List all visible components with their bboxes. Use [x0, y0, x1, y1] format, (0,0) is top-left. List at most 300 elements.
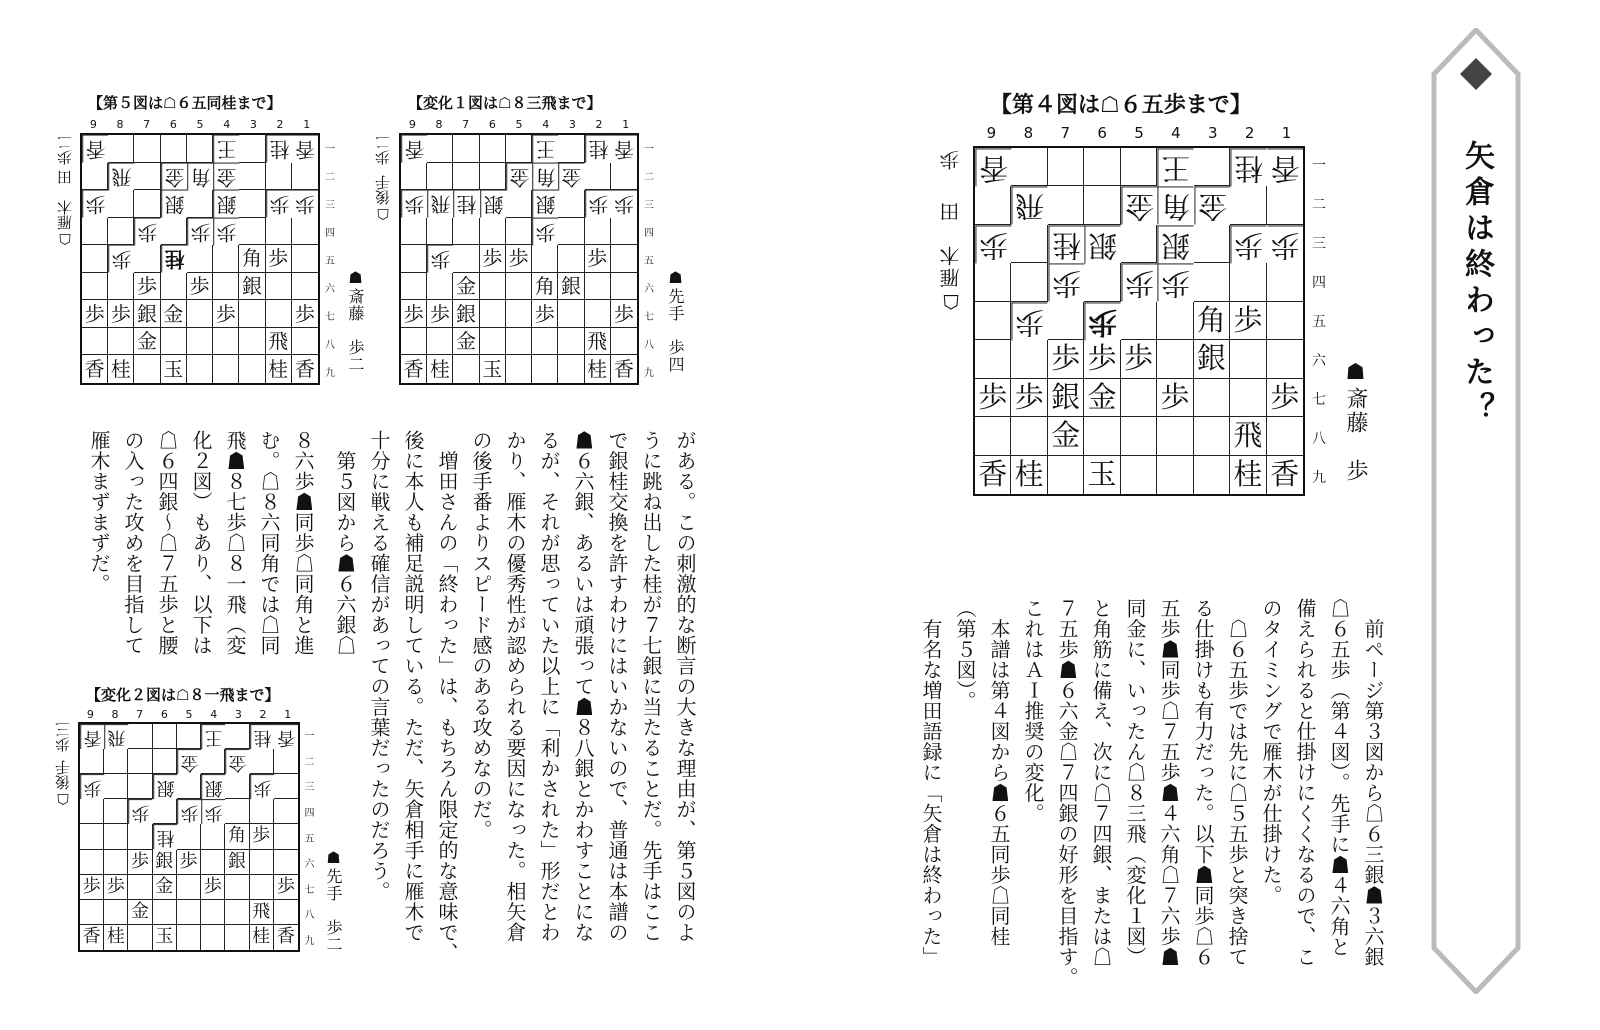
board-square: [532, 355, 558, 383]
shogi-piece: 銀: [1194, 340, 1230, 378]
shogi-piece: 歩: [585, 245, 611, 273]
shogi-piece: 歩: [585, 190, 611, 218]
shogi-piece: 銀: [225, 850, 249, 875]
shogi-piece: 歩: [1121, 263, 1157, 301]
board-square: [558, 328, 584, 356]
board-square: [80, 749, 104, 774]
board-square: [239, 355, 265, 383]
board-square: [427, 328, 453, 356]
shogi-piece: 桂: [585, 135, 611, 163]
board-square: [225, 774, 249, 799]
board-square: [1157, 456, 1193, 494]
shogi-piece: 桂: [266, 135, 292, 163]
file-label: 2: [259, 708, 267, 721]
fig4-file-labels: [973, 124, 1305, 142]
shogi-piece: 香: [613, 357, 634, 382]
file-label: 1: [284, 708, 292, 721]
file-label: 6: [169, 118, 177, 131]
board-square: [1011, 148, 1047, 186]
shogi-piece: 歩: [1048, 340, 1084, 378]
board-square: [153, 749, 177, 774]
shogi-piece: 金: [134, 328, 160, 356]
board-square: [177, 824, 201, 849]
file-label: 7: [462, 118, 470, 131]
board-square: [1011, 340, 1047, 378]
shogi-piece: 金: [1048, 417, 1084, 455]
var2-board: [78, 722, 300, 952]
text-line: 十分に戦える確信があっての言葉だったのだろう。: [367, 430, 391, 902]
file-label: 7: [143, 118, 151, 131]
board-square: [274, 749, 298, 774]
shogi-piece: 歩: [250, 774, 274, 799]
rank-label: 六: [325, 283, 335, 295]
fig4-caption: 【第４図は☖６五歩まで】: [990, 93, 1252, 118]
board-square: [82, 163, 108, 191]
fig5-gote-label: ☖雁木 田: [56, 170, 74, 248]
shogi-piece: 歩: [532, 218, 558, 246]
shogi-piece: 歩: [1011, 302, 1047, 340]
shogi-piece: 桂: [427, 355, 453, 383]
board-square: [1048, 302, 1084, 340]
board-square: [1157, 417, 1193, 455]
shogi-piece: 香: [1270, 457, 1300, 492]
shogi-piece: 飛: [585, 328, 611, 356]
shogi-piece: 歩: [292, 190, 318, 218]
board-square: [225, 724, 249, 749]
shogi-piece: 歩: [1267, 225, 1303, 263]
board-square: [1194, 417, 1230, 455]
rank-label: 四: [1312, 275, 1326, 292]
board-square: [104, 749, 128, 774]
board-square: [1267, 417, 1303, 455]
var2-sente-label: ☗先手 歩二: [324, 848, 343, 953]
board-square: [134, 355, 160, 383]
shogi-piece: 銀: [153, 774, 177, 799]
board-square: [80, 850, 104, 875]
shogi-piece: 香: [82, 355, 108, 383]
fig4-gote-label: ☖雁木 田: [939, 200, 963, 314]
rank-label: 三: [304, 782, 315, 794]
var1-file-labels: [399, 118, 639, 131]
board-square: [1121, 225, 1157, 263]
file-label: 4: [1171, 124, 1181, 142]
text-line: の後手番よりスピード感のある攻めなのだ。: [469, 430, 493, 840]
board-square: [401, 163, 427, 191]
board-square: [266, 218, 292, 246]
board-square: [177, 875, 201, 900]
board-square: [558, 190, 584, 218]
shogi-piece: 飛: [427, 190, 453, 218]
shogi-piece: 銀: [1084, 225, 1120, 263]
board-square: [161, 328, 187, 356]
shogi-piece: 金: [153, 875, 177, 900]
board-square: [134, 163, 160, 191]
shogi-piece: 香: [82, 135, 108, 163]
shogi-piece: 銀: [480, 190, 506, 218]
text-line: （第５図）。: [953, 598, 977, 711]
board-square: [506, 355, 532, 383]
shogi-piece: 玉: [161, 355, 187, 383]
board-square: [108, 190, 134, 218]
text-line: るが、それが思っていた以上に「利かされた」形だとわ: [537, 430, 561, 943]
rank-label: 九: [325, 367, 335, 379]
shogi-piece: 歩: [274, 875, 298, 900]
shogi-piece: 金: [506, 163, 532, 191]
board-square: [558, 245, 584, 273]
shogi-piece: 金: [225, 749, 249, 774]
shogi-piece: 歩: [611, 300, 637, 328]
board-square: [104, 799, 128, 824]
board-square: [213, 245, 239, 273]
board-square: [201, 824, 225, 849]
text-line: 飛☗８七歩☖８一飛（変: [223, 430, 247, 656]
shogi-piece: 歩: [104, 875, 128, 900]
board-square: [1121, 417, 1157, 455]
diamond-icon: [1460, 58, 1492, 90]
file-label: 7: [136, 708, 144, 721]
board-square: [1157, 302, 1193, 340]
board-square: [128, 749, 152, 774]
rank-label: 五: [304, 833, 315, 845]
board-square: [1121, 302, 1157, 340]
shogi-piece: 銀: [558, 273, 584, 301]
shogi-piece: 桂: [1048, 225, 1084, 263]
board-square: [266, 163, 292, 191]
board-square: [274, 774, 298, 799]
shogi-piece: 香: [1267, 148, 1303, 186]
shogi-piece: 歩: [82, 300, 108, 328]
shogi-piece: 歩: [213, 300, 239, 328]
board-square: [82, 218, 108, 246]
text-line: 第５図から☗６六銀☖: [333, 430, 357, 656]
shogi-piece: 桂: [266, 355, 292, 383]
fig5-caption: 【第５図は☖６五同桂まで】: [88, 94, 282, 112]
board-square: [104, 824, 128, 849]
shogi-piece: 桂: [1011, 456, 1047, 494]
shogi-piece: 香: [401, 355, 427, 383]
board-square: [558, 355, 584, 383]
rank-label: 三: [1312, 236, 1326, 253]
board-square: [1267, 340, 1303, 378]
board-square: [1121, 379, 1157, 417]
file-label: 2: [1244, 124, 1255, 142]
board-square: [134, 190, 160, 218]
board-square: [82, 273, 108, 301]
board-square: [453, 135, 479, 163]
rank-label: 二: [644, 171, 654, 183]
shogi-piece: 歩: [201, 799, 225, 824]
rank-label: 六: [1312, 352, 1326, 369]
board-square: [1011, 417, 1047, 455]
board-square: [532, 245, 558, 273]
rank-label: 九: [304, 935, 315, 947]
board-square: [134, 135, 160, 163]
file-label: 5: [185, 708, 193, 721]
board-square: [611, 328, 637, 356]
shogi-piece: 歩: [480, 245, 506, 273]
shogi-piece: 歩: [128, 799, 152, 824]
var1-gote-hand: 歩二: [374, 135, 392, 165]
side-title: 矢倉は終わった？: [1459, 140, 1494, 428]
text-line: 五歩☗同歩☖７五歩☗４六角☖７六歩☗: [1157, 598, 1181, 967]
shogi-piece: 銀: [161, 190, 187, 218]
rank-label: 五: [325, 255, 335, 267]
shogi-piece: 銀: [532, 190, 558, 218]
board-square: [480, 300, 506, 328]
text-line: のタイミングで雁木が仕掛けた。: [1259, 598, 1283, 906]
board-square: [250, 749, 274, 774]
board-square: [558, 218, 584, 246]
board-square: [611, 273, 637, 301]
board-square: [292, 163, 318, 191]
board-square: [506, 218, 532, 246]
board-square: [453, 218, 479, 246]
board-square: [1048, 148, 1084, 186]
fig5-board: [80, 133, 320, 385]
rank-label: 一: [304, 731, 315, 743]
shogi-piece: 飛: [250, 900, 274, 925]
shogi-piece: 金: [213, 163, 239, 191]
board-square: [453, 163, 479, 191]
shogi-piece: 銀: [239, 273, 265, 301]
board-square: [532, 328, 558, 356]
file-label: 8: [116, 118, 124, 131]
board-square: [161, 135, 187, 163]
board-square: [1121, 456, 1157, 494]
board-square: [225, 799, 249, 824]
board-square: [239, 190, 265, 218]
board-square: [975, 263, 1011, 301]
board-square: [225, 900, 249, 925]
shogi-piece: 歩: [134, 273, 160, 301]
shogi-piece: 歩: [134, 218, 160, 246]
var1-board: [399, 133, 639, 385]
shogi-piece: 角: [1194, 302, 1230, 340]
shogi-piece: 香: [401, 135, 427, 163]
board-square: [82, 245, 108, 273]
text-line: 備えられると仕掛けにくくなるので、こ: [1293, 598, 1317, 967]
board-square: [506, 135, 532, 163]
rank-label: 八: [1312, 430, 1326, 447]
board-square: [480, 273, 506, 301]
board-square: [480, 328, 506, 356]
board-square: [213, 328, 239, 356]
board-square: [108, 273, 134, 301]
board-square: [187, 190, 213, 218]
file-label: 1: [1281, 124, 1292, 142]
shogi-piece: 王: [1157, 148, 1193, 186]
file-label: 4: [210, 708, 218, 721]
fig5-sente-label: ☗斎藤 歩二: [346, 268, 365, 373]
board-square: [975, 302, 1011, 340]
board-square: [187, 135, 213, 163]
board-square: [239, 328, 265, 356]
shogi-piece: 銀: [153, 850, 177, 875]
shogi-piece: 王: [213, 135, 239, 163]
board-square: [453, 355, 479, 383]
shogi-piece: 飛: [1230, 417, 1266, 455]
shogi-piece: 桂: [250, 724, 274, 749]
board-square: [611, 163, 637, 191]
text-line: 同金に、いったん☖８三飛（変化１図）: [1123, 598, 1147, 967]
board-square: [128, 824, 152, 849]
board-square: [239, 163, 265, 191]
board-square: [1230, 379, 1266, 417]
var1-caption: 【変化１図は☖８三飛まで】: [408, 94, 602, 112]
text-line: 化２図）もあり、以下は: [189, 430, 213, 656]
shogi-piece: 歩: [187, 218, 213, 246]
board-square: [1194, 225, 1230, 263]
file-label: 5: [515, 118, 523, 131]
file-label: 1: [303, 118, 311, 131]
board-square: [427, 163, 453, 191]
board-square: [274, 799, 298, 824]
shogi-piece: 角: [532, 273, 558, 301]
shogi-piece: 飛: [266, 328, 292, 356]
board-square: [611, 245, 637, 273]
rank-label: 六: [644, 283, 654, 295]
rank-label: 八: [304, 910, 315, 922]
shogi-piece: 王: [201, 724, 225, 749]
body-text-right: [900, 598, 1390, 988]
var2-gote-hand: 歩三: [54, 722, 72, 752]
board-square: [401, 273, 427, 301]
text-line: む。☖８六同角では☖同: [257, 430, 281, 656]
board-square: [558, 300, 584, 328]
board-square: [1157, 340, 1193, 378]
board-square: [292, 328, 318, 356]
text-line: うに跳ね出した桂が７七銀に当たることだ。先手はここ: [639, 430, 663, 943]
board-square: [1267, 186, 1303, 224]
fig4-rank-labels: [1308, 146, 1330, 496]
board-square: [82, 328, 108, 356]
board-square: [128, 875, 152, 900]
board-square: [506, 300, 532, 328]
text-line: る仕掛けも有力だった。以下☗同歩☖６: [1191, 598, 1215, 967]
shogi-piece: 桂: [104, 925, 128, 950]
shogi-piece: 飛: [1011, 186, 1047, 224]
board-square: [975, 186, 1011, 224]
var2-rank-labels: [302, 722, 317, 952]
file-label: 5: [1134, 124, 1144, 142]
board-square: [975, 417, 1011, 455]
board-square: [104, 850, 128, 875]
text-line: 前ページ第３図から☖６三銀☗３六銀: [1361, 598, 1385, 967]
board-square: [239, 300, 265, 328]
shogi-piece: 歩: [611, 190, 637, 218]
shogi-piece: 香: [274, 724, 298, 749]
board-square: [1048, 186, 1084, 224]
shogi-piece: 歩: [975, 225, 1011, 263]
shogi-piece: 金: [1084, 379, 1120, 417]
board-square: [161, 218, 187, 246]
rank-label: 三: [644, 199, 654, 211]
shogi-piece: 角: [225, 824, 249, 849]
fig5-file-labels: [80, 118, 320, 131]
board-square: [187, 245, 213, 273]
text-line: の入った攻めを目指して: [121, 430, 145, 656]
shogi-piece: 桂: [250, 925, 274, 950]
file-label: 7: [1060, 124, 1070, 142]
shogi-piece: 金: [558, 163, 584, 191]
rank-label: 二: [1312, 197, 1326, 214]
board-square: [1121, 148, 1157, 186]
shogi-piece: 歩: [108, 245, 134, 273]
shogi-piece: 金: [1194, 186, 1230, 224]
shogi-piece: 歩: [1157, 379, 1193, 417]
shogi-piece: 歩: [213, 218, 239, 246]
board-square: [153, 724, 177, 749]
board-square: [177, 925, 201, 950]
rank-label: 二: [325, 171, 335, 183]
file-label: 9: [89, 118, 97, 131]
rank-label: 六: [304, 859, 315, 871]
fig4-gote-hand: 歩: [939, 150, 963, 170]
board-square: [1084, 417, 1120, 455]
shogi-piece: 歩: [80, 875, 104, 900]
board-square: [1084, 263, 1120, 301]
var1-gote-label: ☖後手: [374, 175, 392, 223]
shogi-piece: 歩: [401, 300, 427, 328]
file-label: 9: [986, 124, 997, 142]
shogi-piece: 金: [1121, 186, 1157, 224]
text-line: 本譜は第４図から☗６五同歩☖同桂: [987, 598, 1011, 947]
rank-label: 七: [304, 884, 315, 896]
board-square: [401, 218, 427, 246]
shogi-piece: 銀: [453, 300, 479, 328]
board-square: [401, 245, 427, 273]
board-square: [250, 875, 274, 900]
shogi-piece: 香: [975, 148, 1011, 186]
board-square: [1194, 456, 1230, 494]
board-square: [128, 724, 152, 749]
shogi-piece: 角: [187, 163, 213, 191]
board-square: [480, 135, 506, 163]
text-line: ☗６六銀、あるいは頑張って☗８八銀とかわすことにな: [571, 430, 595, 943]
file-label: 2: [276, 118, 284, 131]
shogi-piece: 玉: [480, 355, 506, 383]
board-square: [585, 163, 611, 191]
shogi-piece: 歩: [975, 379, 1011, 417]
board-square: [128, 774, 152, 799]
body-text-left: [80, 430, 320, 680]
board-square: [153, 900, 177, 925]
board-square: [480, 163, 506, 191]
board-square: [292, 273, 318, 301]
shogi-piece: 歩: [506, 245, 532, 273]
shogi-piece: 歩: [427, 300, 453, 328]
board-square: [506, 328, 532, 356]
text-line: ☖６四銀～☖７五歩と腰: [155, 430, 179, 656]
board-square: [506, 190, 532, 218]
file-label: 3: [568, 118, 576, 131]
rank-label: 八: [325, 339, 335, 351]
shogi-piece: 金: [453, 328, 479, 356]
rank-label: 七: [325, 311, 335, 323]
shogi-piece: 香: [975, 456, 1011, 494]
shogi-piece: 歩: [266, 190, 292, 218]
text-line: 増田さんの「終わった」は、もちろん限定的な意味で、: [435, 430, 459, 963]
board-square: [274, 900, 298, 925]
shogi-piece: 金: [177, 749, 201, 774]
shogi-piece: 歩: [292, 300, 318, 328]
var1-rank-labels: [641, 133, 657, 385]
rank-label: 三: [325, 199, 335, 211]
shogi-piece: 歩: [1084, 302, 1120, 340]
board-square: [128, 925, 152, 950]
var1-sente-label: ☗先手 歩四: [666, 268, 685, 373]
shogi-piece: 玉: [153, 925, 177, 950]
